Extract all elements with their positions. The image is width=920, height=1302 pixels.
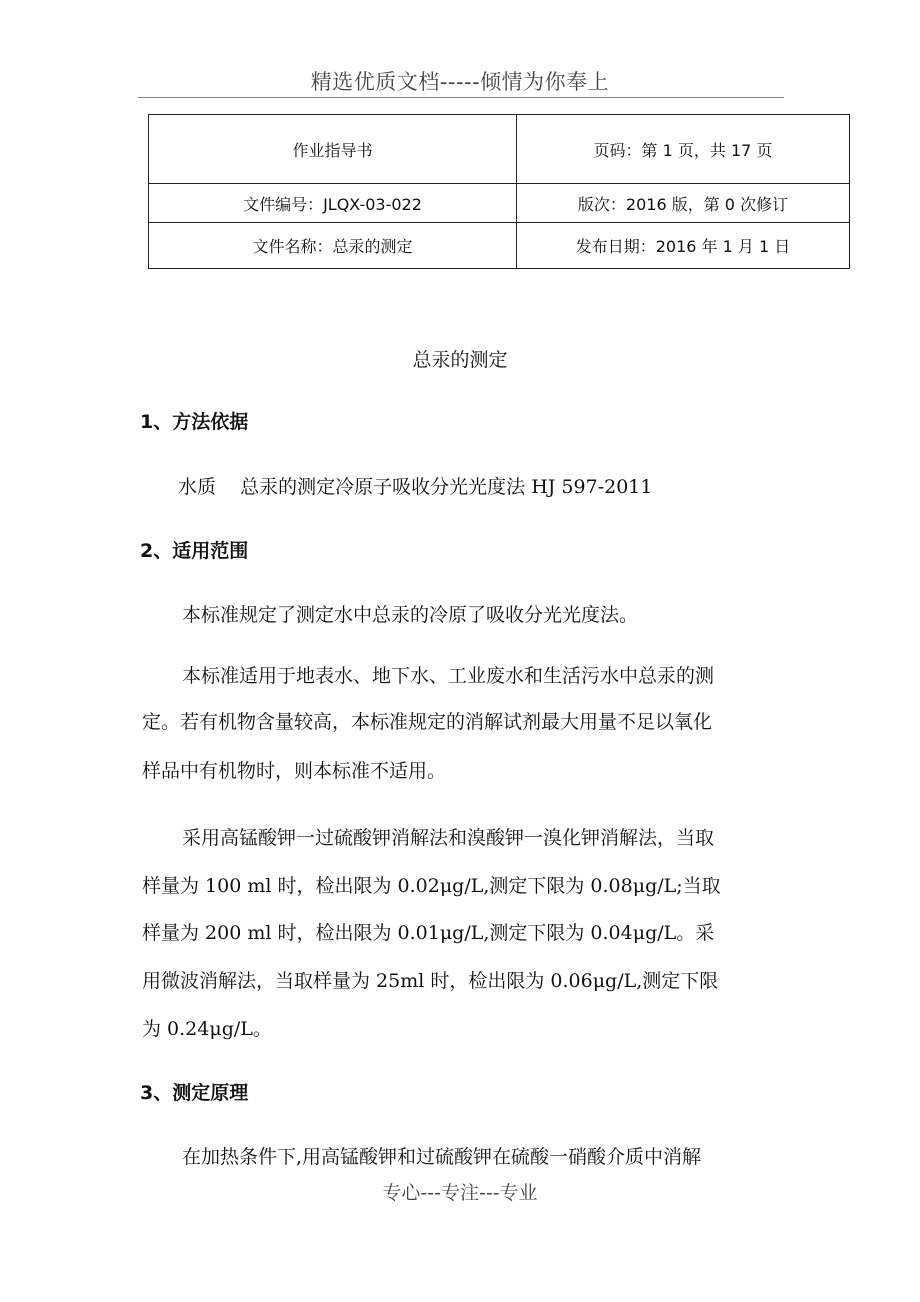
release-date-cell: 发布日期：2016 年 1 月 1 日 xyxy=(517,223,850,269)
section-3-paragraph-1: 在加热条件下,用高锰酸钾和过硫酸钾在硫酸一硝酸介质中消解 xyxy=(182,1146,702,1168)
section-2-paragraph-3-line-2: 样量为 100 ml 时，检出限为 0.02μg/L,测定下限为 0.08μg/L;当取 xyxy=(142,875,721,897)
page-header-title: 精选优质文档-----倾情为你奉上 xyxy=(310,70,610,94)
section-3-heading: 3、测定原理 xyxy=(140,1082,249,1104)
page-footer: 专心---专注---专业 xyxy=(382,1182,538,1204)
section-1-text: 水质 总汞的测定冷原子吸收分光光度法 HJ 597-2011 xyxy=(178,476,653,498)
section-2-paragraph-2-line-1: 本标准适用于地表水、地下水、工业废水和生活污水中总汞的测 xyxy=(182,665,715,687)
section-2-paragraph-3-line-4: 用微波消解法，当取样量为 25ml 时，检出限为 0.06μg/L,测定下限 xyxy=(142,970,719,992)
section-2-paragraph-3-line-1: 采用高锰酸钾一过硫酸钾消解法和溴酸钾一溴化钾消解法，当取 xyxy=(182,827,715,849)
edition-cell: 版次：2016 版，第 0 次修订 xyxy=(517,184,850,223)
section-2-heading: 2、适用范围 xyxy=(140,540,249,562)
document-info-table xyxy=(148,114,850,269)
section-2-paragraph-3-line-5: 为 0.24μg/L。 xyxy=(142,1018,272,1040)
header-divider xyxy=(138,97,784,98)
section-2-paragraph-3-line-3: 样量为 200 ml 时，检出限为 0.01μg/L,测定下限为 0.04μg/L。采 xyxy=(142,922,715,944)
doc-name-cell: 文件名称：总汞的测定 xyxy=(149,223,517,269)
section-2-paragraph-2-line-2: 定。若有机物含量较高，本标准规定的消解试剂最大用量不足以氧化 xyxy=(142,711,713,733)
document-title: 总汞的测定 xyxy=(412,349,508,371)
page-number-cell: 页码：第 1 页，共 17 页 xyxy=(517,115,850,184)
doc-number-cell: 文件编号：JLQX-03-022 xyxy=(149,184,517,223)
section-2-paragraph-1: 本标准规定了测定水中总汞的冷原了吸收分光光度法。 xyxy=(182,604,639,626)
book-type-cell: 作业指导书 xyxy=(149,115,517,184)
section-1-heading: 1、方法依据 xyxy=(140,411,249,433)
section-2-paragraph-2-line-3: 样品中有机物时，则本标准不适用。 xyxy=(142,760,447,782)
